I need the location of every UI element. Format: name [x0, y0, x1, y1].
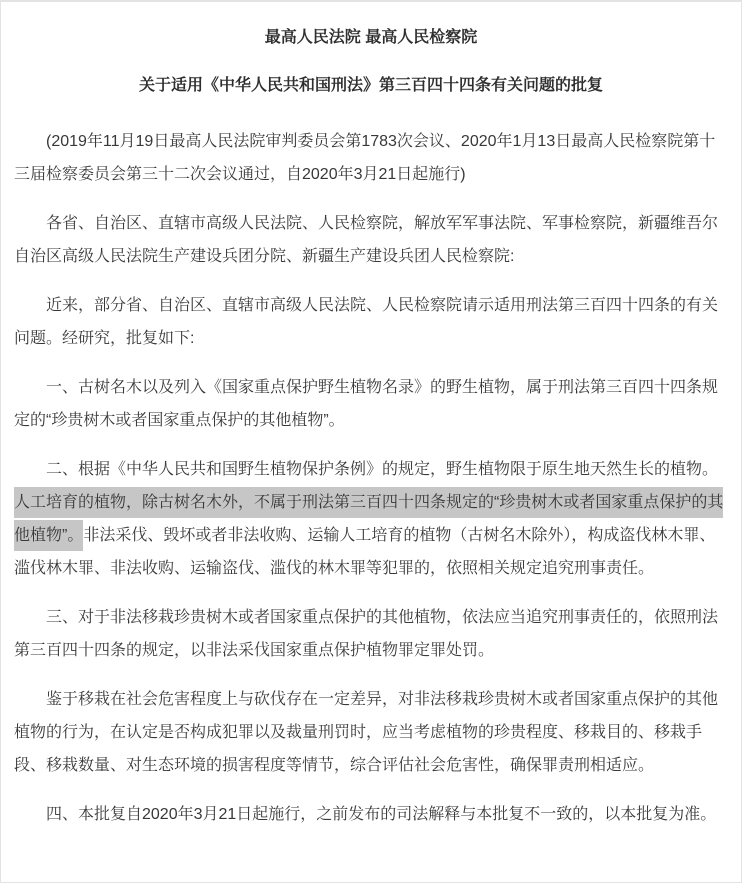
- preamble-paragraph: (2019年11月19日最高人民法院审判委员会第1783次会议、2020年1月13日最高人民检察院第十三届检察委员会第三十二次会议通过，自2020年3月21日起施行): [14, 133, 716, 183]
- item-3-note-paragraph: 鉴于移栽在社会危害程度上与砍伐存在一定差异，对非法移栽珍贵树木或者国家重点保护的其他植物的行为，在认定是否构成犯罪以及裁量刑罚时，应当考虑植物的珍贵程度、移栽目的、移栽手段、移栽数量、对生态环境的损害程度等情节，综合评估社会危害性，确保罪责刑相适应。: [14, 691, 719, 774]
- item-2-text-before: 二、根据《中华人民共和国野生植物保护条例》的规定，野生植物限于原生地天然生长的植物。: [46, 461, 719, 478]
- item-2-paragraph: [14, 453, 728, 585]
- intro-paragraph: 近来，部分省、自治区、直辖市高级人民法院、人民检察院请示适用刑法第三百四十四条的有关问题。经研究，批复如下:: [14, 297, 719, 347]
- item-3-paragraph: 三、对于非法移栽珍贵树木或者国家重点保护的其他植物，依法应当追究刑事责任的，依照刑法第三百四十四条的规定，以非法采伐国家重点保护植物罪定罪处罚。: [14, 609, 719, 659]
- item-4-paragraph: 四、本批复自2020年3月21日起施行，之前发布的司法解释与本批复不一致的，以本批复为准。: [46, 806, 717, 823]
- item-2-highlighted-text: 人工培育的植物，除古树名木外，不属于刑法第三百四十四条规定的“珍贵树木或者国家重点保护的其他植物”。: [14, 487, 723, 551]
- document-title: 关于适用《中华人民共和国刑法》第三百四十四条有关问题的批复: [138, 77, 603, 94]
- addressees-paragraph: 各省、自治区、直辖市高级人民法院、人民检察院，解放军军事法院、军事检察院，新疆维吾尔自治区高级人民法院生产建设兵团分院、新疆生产建设兵团人民检察院:: [14, 215, 719, 265]
- item-2-text-after: 非法采伐、毁坏或者非法收购、运输人工培育的植物（古树名木除外），构成盗伐林木罪、滥伐林木罪、非法收购、运输盗伐、滥伐的林木罪等犯罪的，依照相关规定追究刑事责任。: [14, 527, 716, 577]
- document-authority-title: 最高人民法院 最高人民检察院: [264, 29, 478, 46]
- item-1-paragraph: 一、古树名木以及列入《国家重点保护野生植物名录》的野生植物，属于刑法第三百四十四条规定的“珍贵树木或者国家重点保护的其他植物”。: [14, 379, 719, 429]
